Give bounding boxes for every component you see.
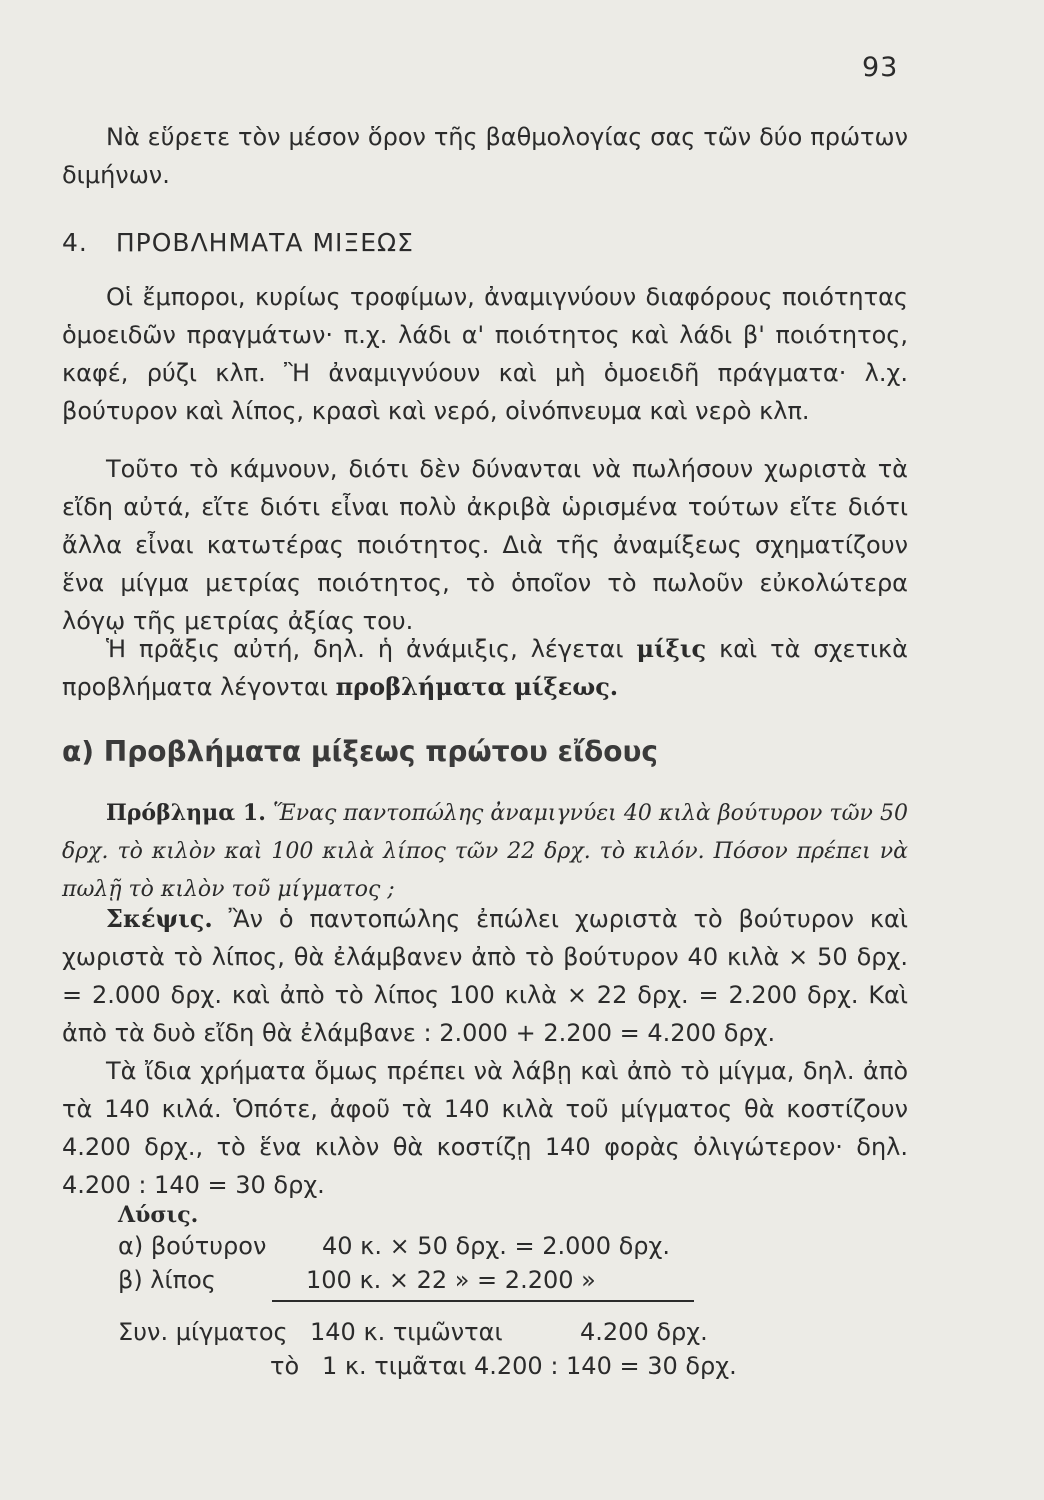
section-a-heading: α) Προβλήματα μίξεως πρώτου εἴδους xyxy=(62,735,658,768)
total-quantity: 140 κ. τιμῶνται xyxy=(310,1318,503,1346)
section-4-title: ΠΡΟΒΛΗΜΑΤΑ ΜΙΞΕΩΣ xyxy=(115,228,414,257)
section-4-number: 4. xyxy=(62,228,88,257)
intro-paragraph: Νὰ εὕρετε τὸν μέσον ὅρον τῆς βαθμολογίας σας τῶν δύο πρώτων διμήνων. xyxy=(62,123,908,189)
total-label: Συν. μίγματος xyxy=(118,1318,288,1346)
section-4-heading xyxy=(62,228,414,257)
definition-text-b: καὶ τὰ σχετικὰ προβλήματα λέγονται xyxy=(62,635,908,701)
solution-row-butter-item: α) βούτυρον xyxy=(118,1232,267,1260)
solution-label: Λύσις. xyxy=(118,1202,199,1228)
term-mixing-problems: προβλήματα μίξεως. xyxy=(335,672,619,701)
paragraph-mixture-price: Τὰ ἴδια χρήματα ὅμως πρέπει νὰ λάβῃ καὶ ἀπὸ τὸ μίγμα, δηλ. ἀπὸ τὰ 140 κιλά. Ὁπότε, ἀφοῦ τὰ 140 κιλὰ τοῦ μίγματος θὰ κοστίζουν 4.200 δρχ., τὸ ἕνα κιλὸν θὰ κοστίζῃ 140 φορὰς ὀλιγώτερον· δηλ. 4.200 : 140 = 30 δρχ. xyxy=(62,1057,908,1199)
paragraph-reasons: Τοῦτο τὸ κάμνουν, διότι δὲν δύνανται νὰ πωλήσουν χωριστὰ τὰ εἴδη αὐτά, εἴτε διότι εἶναι πολὺ ἀκριβὰ ὡρισμένα τούτων εἴτε διότι ἄλλα εἶναι κατωτέρας ποιότητος. Διὰ τῆς ἀναμίξεως σχηματίζουν ἕνα μίγμα μετρίας ποιότητος, τὸ ὁποῖον τὸ πωλοῦν εὐκολώτερα λόγῳ τῆς μετρίας ἀξίας του. xyxy=(62,455,908,635)
problem-text: Ἕνας παντοπώλης ἀναμιγνύει 40 κιλὰ βούτυρον τῶν 50 δρχ. τὸ κιλὸν καὶ 100 κιλὰ λίπος τῶν 22 δρχ. τὸ κιλόν. Πόσον πρέπει νὰ πωλῇ τὸ κιλὸν τοῦ μίγματος ; xyxy=(62,801,908,902)
solution-row-fat-calc: 100 κ. × 22 » = 2.200 » xyxy=(306,1266,596,1294)
definition-text-a: Ἡ πρᾶξις αὐτή, δηλ. ἡ ἀνάμιξις, λέγεται xyxy=(106,635,624,663)
problem-label: Πρόβλημα 1. xyxy=(106,800,266,826)
thought-label: Σκέψις. xyxy=(106,904,213,933)
sum-rule xyxy=(272,1300,694,1302)
solution-row-fat-item: β) λίπος xyxy=(118,1266,216,1294)
paragraph-merchants: Οἱ ἔμποροι, κυρίως τροφίμων, ἀναμιγνύουν διαφόρους ποιότητας ὁμοειδῶν πραγμάτων· π.χ. λάδι α' ποιότητος καὶ λάδι β' ποιότητος, καφέ, ρύζι κλπ. Ἢ ἀναμιγνύουν καὶ μὴ ὁμοειδῆ πράγματα· λ.χ. βούτυρον καὶ λίπος, κρασὶ καὶ νερό, οἰνόπνευμα καὶ νερὸ κλπ. xyxy=(62,283,908,425)
paragraph-definition xyxy=(62,630,908,706)
unit-price-result: 1 κ. τιμᾶται 4.200 : 140 = 30 δρχ. xyxy=(322,1352,737,1380)
problem-1 xyxy=(62,794,908,909)
thought-paragraph xyxy=(62,900,908,1052)
thought-text: Ἂν ὁ παντοπώλης ἐπώλει χωριστὰ τὸ βούτυρον καὶ χωριστὰ τὸ λίπος, θὰ ἐλάμβανεν ἀπὸ τὸ βούτυρον 40 κιλὰ × 50 δρχ. = 2.000 δρχ. καὶ ἀπὸ τὸ λίπος 100 κιλὰ × 22 δρχ. = 2.200 δρχ. Καὶ ἀπὸ τὰ δυὸ εἴδη θὰ ἐλάμβανε : 2.000 + 2.200 = 4.200 δρχ. xyxy=(62,905,908,1047)
page-number: 93 xyxy=(862,52,899,83)
term-mixis: μίξις xyxy=(636,634,707,663)
unit-prefix: τὸ xyxy=(270,1352,300,1380)
total-amount: 4.200 δρχ. xyxy=(580,1318,708,1346)
solution-row-butter-calc: 40 κ. × 50 δρχ. = 2.000 δρχ. xyxy=(322,1232,670,1260)
